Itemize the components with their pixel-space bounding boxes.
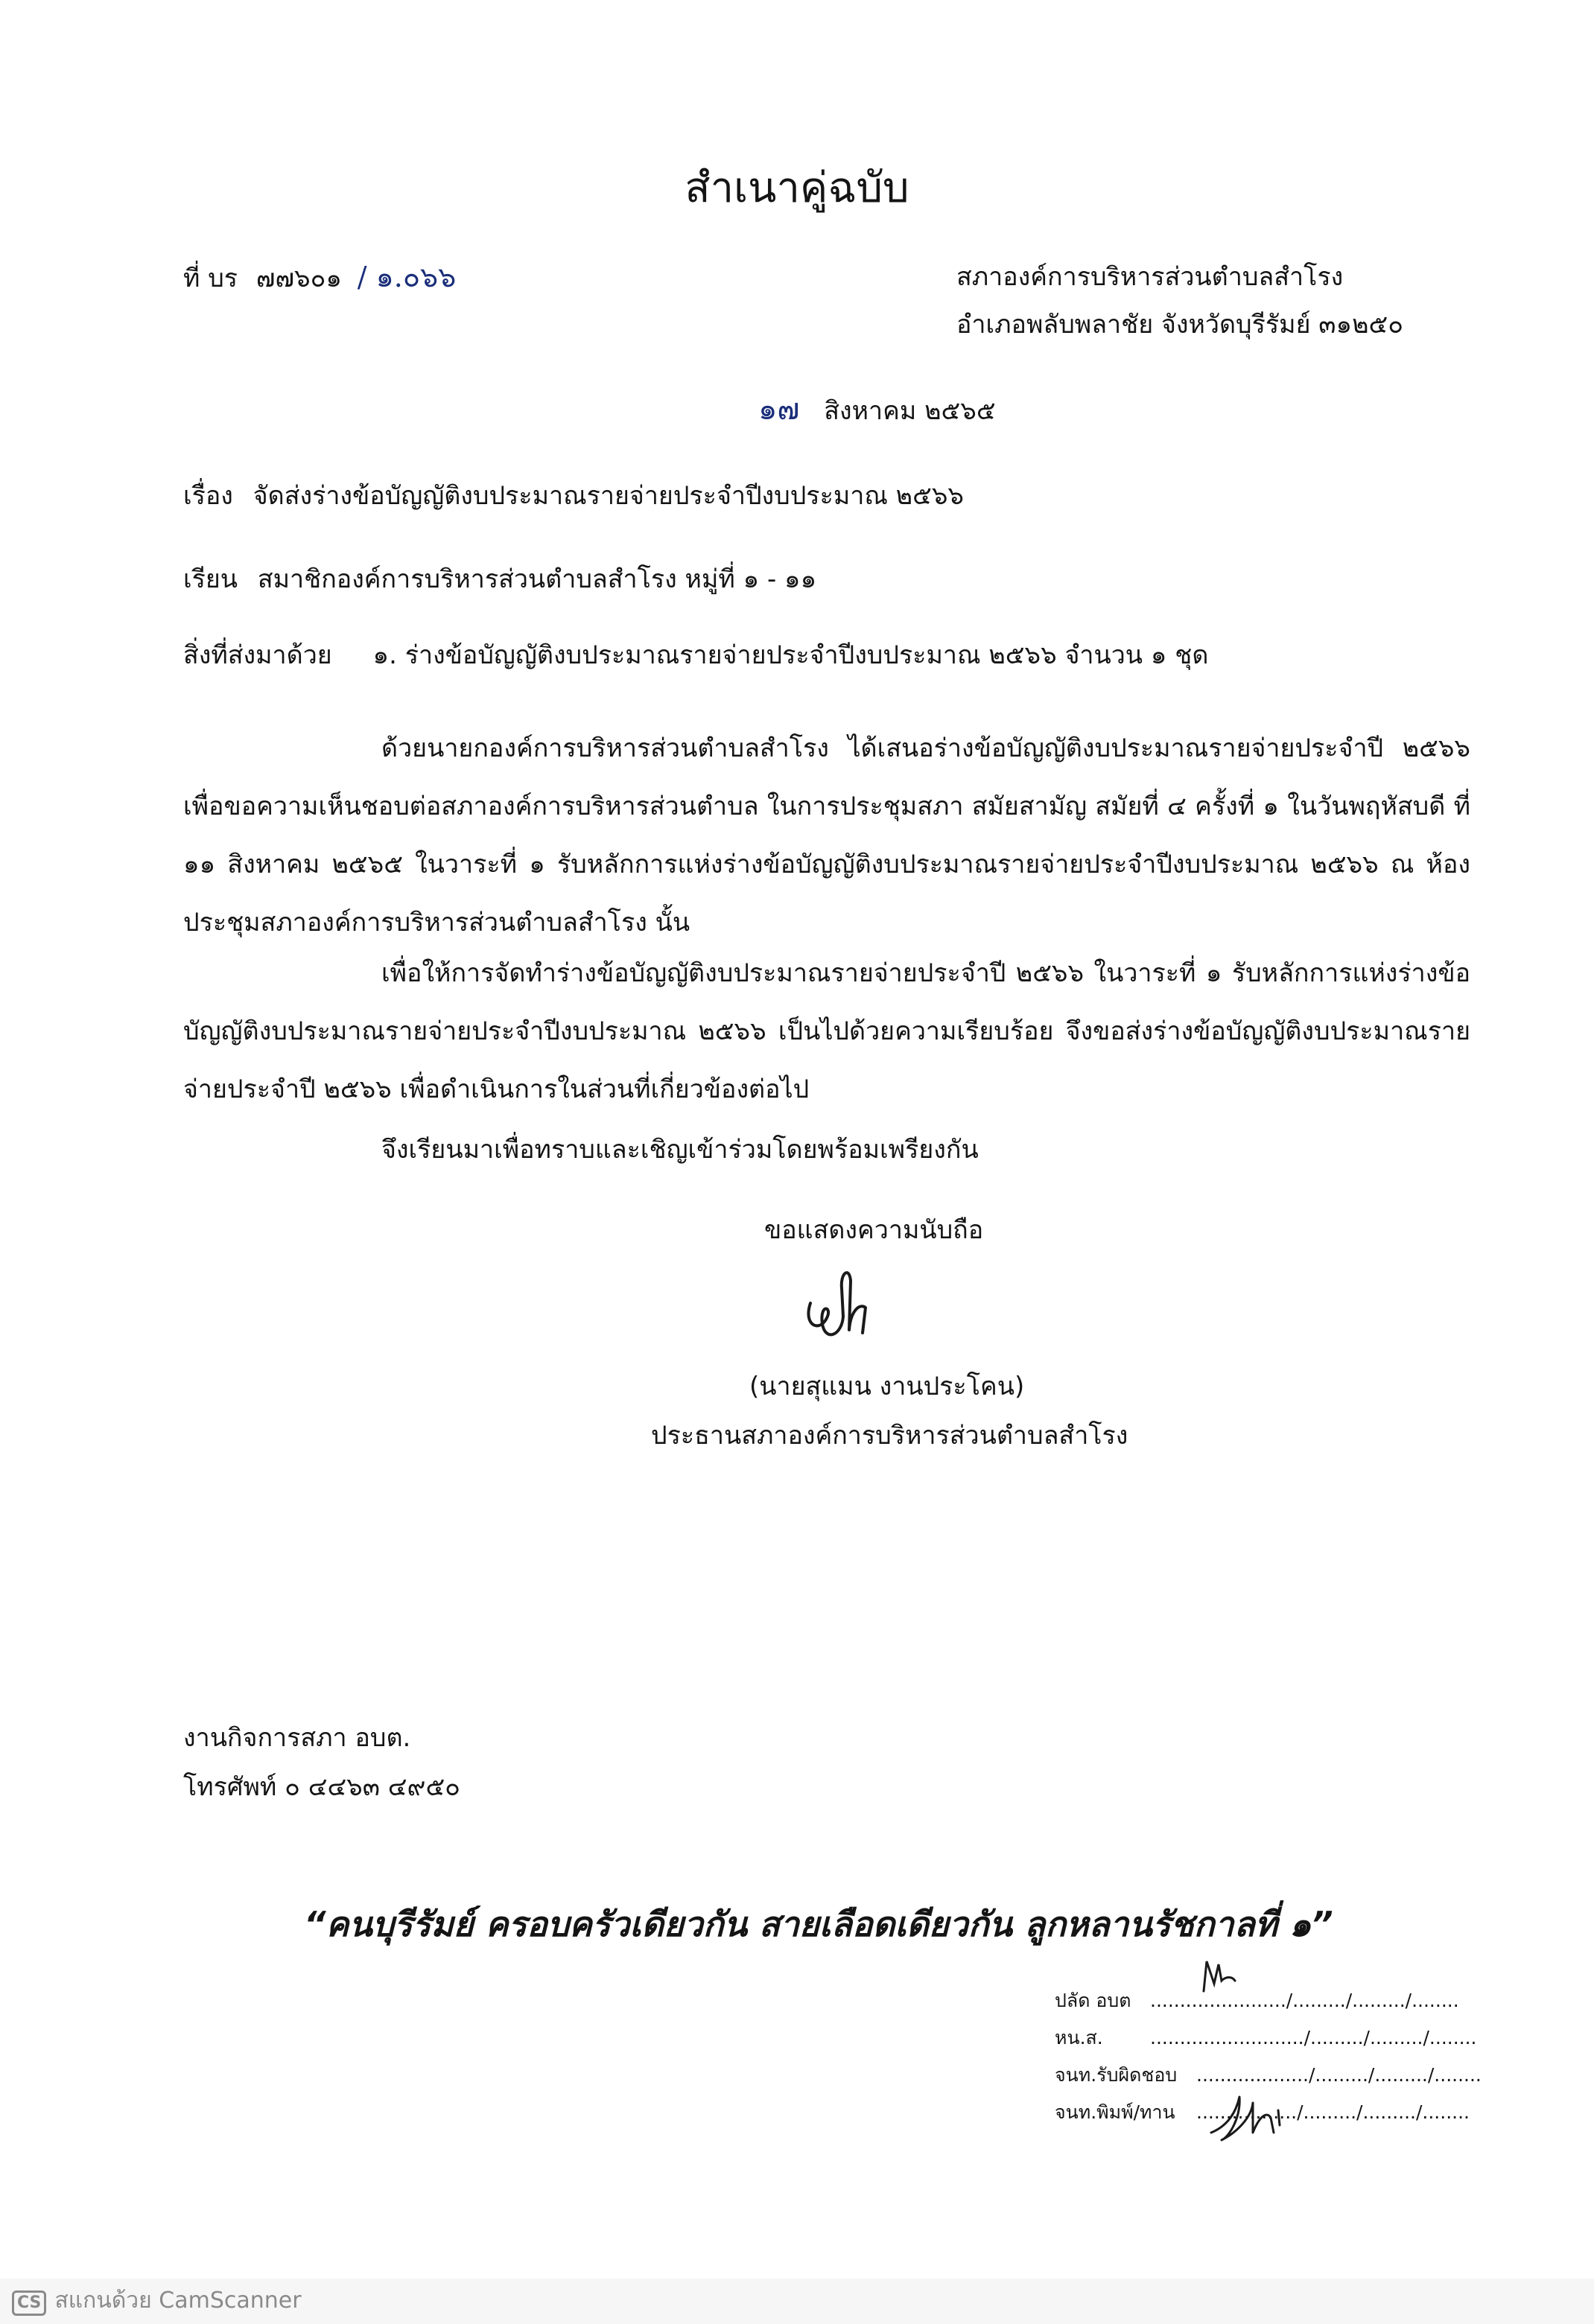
reference-code: ๗๗๖๐๑ bbox=[255, 264, 342, 293]
closing-request: จึงเรียนมาเพื่อทราบและเชิญเข้าร่วมโดยพร้อมเพรียงกัน bbox=[381, 1135, 979, 1165]
clerk-initials bbox=[1196, 1954, 1241, 1999]
body-paragraph: ด้วยนายกองค์การบริหารส่วนตำบลสำโรง ได้เสนอร่างข้อบัญญัติงบประมาณรายจ่ายประจำปี ๒๕๖๖ เพื่อขอความเห็นชอบต่อสภาองค์การบริหารส่วนตำบล ในการประชุมสภา สมัยสามัญ สมัยที่ ๔ ครั้งที่ ๑ ในวันพฤหัสบดี ที่ ๑๑ สิงหาคม ๒๕๖๕ ในวาระที่ ๑ รับหลักการแห่งร่างข้อบัญญัติงบประมาณรายจ่ายประจำปีงบประมาณ ๒๕๖๖ ณ ห้องประชุมสภาองค์การบริหารส่วนตำบลสำโรง นั้น bbox=[183, 733, 1470, 937]
routing-fill: ................./........./........./........ bbox=[1196, 2101, 1470, 2123]
routing-fill: ........................../........./........./........ bbox=[1150, 2027, 1477, 2048]
sender-address-line2: อำเภอพลับพลาชัย จังหวัดบุรีรัมย์ ๓๑๒๕๐ bbox=[956, 310, 1404, 340]
signer-name: (นายสุแมน งานประโคน) bbox=[749, 1372, 1025, 1401]
date-day-handwritten: ๑๗ bbox=[758, 392, 800, 427]
reference-label: ที่ บร bbox=[183, 264, 238, 293]
enclosure-label: สิ่งที่ส่งมาด้วย bbox=[183, 640, 332, 670]
chairman-signature bbox=[797, 1258, 879, 1348]
routing-label: หน.ส. bbox=[1055, 2027, 1103, 2048]
camscanner-logo-icon: CS bbox=[12, 2290, 46, 2316]
reference-number bbox=[183, 261, 456, 295]
province-slogan: “คนบุรีรัมย์ ครอบครัวเดียวกัน สายเลือดเดียวกัน ลูกหลานรัชกาลที่ ๑” bbox=[304, 1904, 1333, 1944]
camscanner-text: สแกนด้วย CamScanner bbox=[54, 2288, 302, 2314]
recipient-label: เรียน bbox=[183, 564, 238, 594]
routing-fill: .................../........./........./........ bbox=[1196, 2064, 1482, 2086]
document-date bbox=[758, 393, 996, 427]
routing-label: จนท.รับผิดชอบ bbox=[1055, 2064, 1178, 2086]
routing-label: ปลัด อบต bbox=[1055, 1990, 1131, 2011]
recipient-line bbox=[183, 563, 816, 596]
subject-label: เรื่อง bbox=[183, 481, 233, 511]
typist-initials bbox=[1207, 2088, 1296, 2148]
camscanner-watermark bbox=[12, 2283, 302, 2318]
enclosure-text: ๑. ร่างข้อบัญญัติงบประมาณรายจ่ายประจำปีงบประมาณ ๒๕๖๖ จำนวน ๑ ชุด bbox=[372, 640, 1209, 670]
subject-line bbox=[183, 480, 964, 512]
office-phone: โทรศัพท์ ๐ ๔๔๖๓ ๔๙๕๐ bbox=[183, 1772, 460, 1802]
routing-label: จนท.พิมพ์/ทาน bbox=[1055, 2101, 1175, 2123]
sender-address-line1: สภาองค์การบริหารส่วนตำบลสำโรง bbox=[956, 262, 1344, 292]
body-paragraph: เพื่อให้การจัดทำร่างข้อบัญญัติงบประมาณรายจ่ายประจำปี ๒๕๖๖ ในวาระที่ ๑ รับหลักการแห่งร่างข้อบัญญัติงบประมาณรายจ่ายประจำปีงบประมาณ ๒๕๖๖ เป็นไปด้วยความเรียบร้อย จึงขอส่งร่างข้อบัญญัติงบประมาณรายจ่ายประจำปี ๒๕๖๖ เพื่อดำเนินการในส่วนที่เกี่ยวข้องต่อไป bbox=[183, 958, 1470, 1104]
reference-handwritten: / ๑.๐๖๖ bbox=[357, 261, 457, 293]
subject-text: จัดส่งร่างข้อบัญญัติงบประมาณรายจ่ายประจำปีงบประมาณ ๒๕๖๖ bbox=[253, 481, 964, 511]
recipient-text: สมาชิกองค์การบริหารส่วนตำบลสำโรง หมู่ที่ ๑ - ๑๑ bbox=[257, 564, 817, 594]
routing-fill: ......................./........./........./........ bbox=[1150, 1990, 1459, 2011]
routing-row bbox=[1055, 2025, 1477, 2063]
document-title: สำเนาคู่ฉบับ bbox=[685, 164, 909, 212]
routing-row bbox=[1055, 1988, 1472, 2025]
date-month-year: สิงหาคม ๒๕๖๕ bbox=[824, 396, 996, 426]
signer-position: ประธานสภาองค์การบริหารส่วนตำบลสำโรง bbox=[651, 1421, 1128, 1451]
closing-phrase: ขอแสดงความนับถือ bbox=[764, 1215, 984, 1245]
office-unit: งานกิจการสภา อบต. bbox=[183, 1723, 411, 1753]
enclosure-line bbox=[183, 639, 1208, 672]
